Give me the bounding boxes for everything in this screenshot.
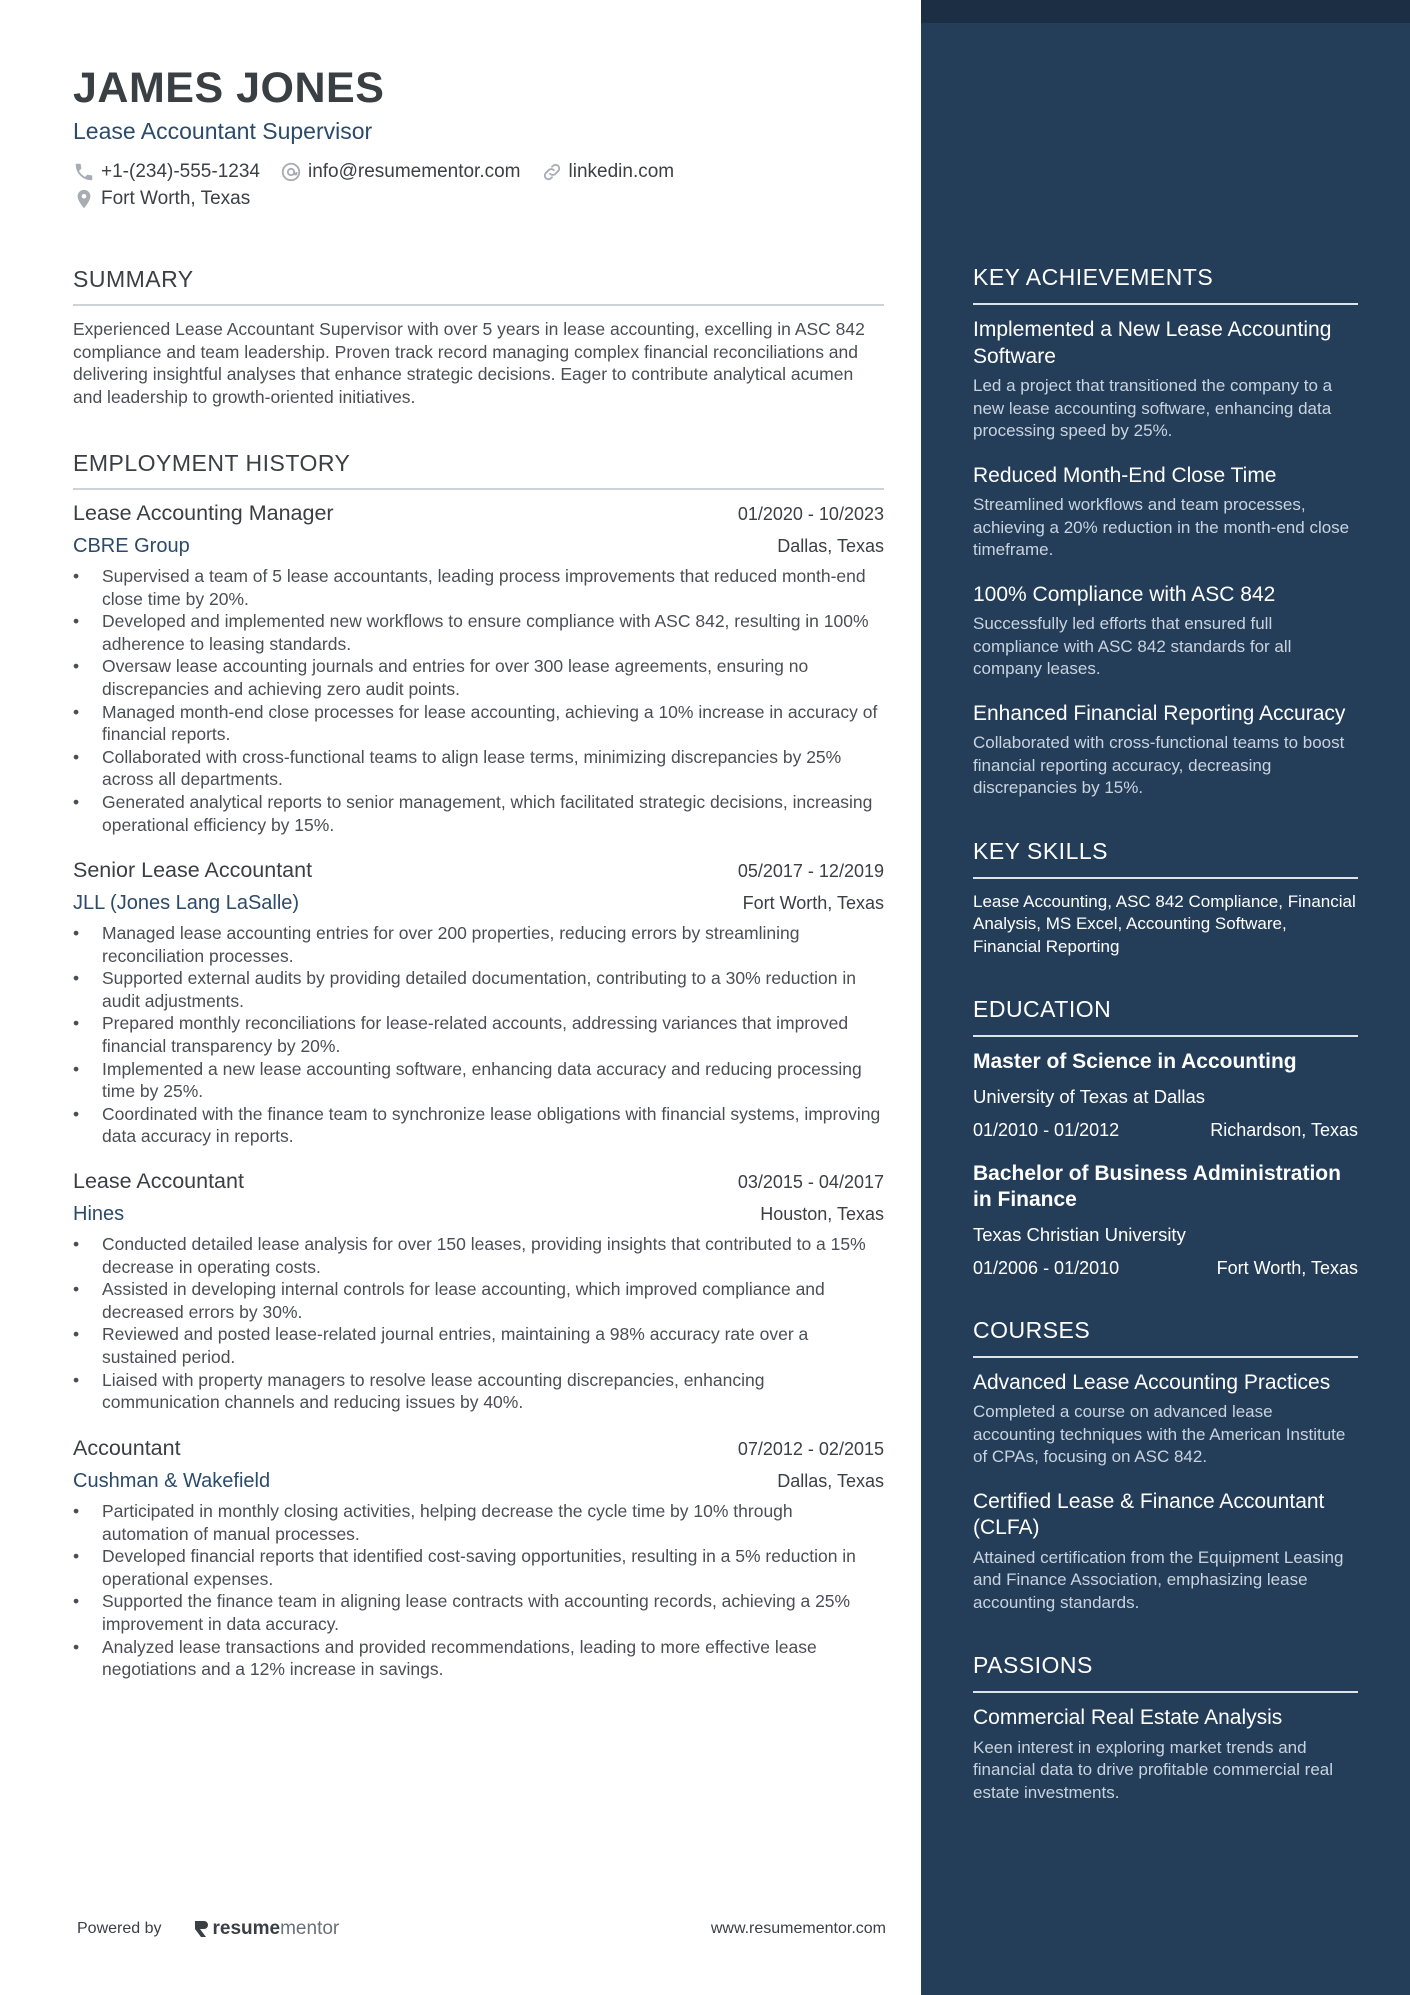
job-bullet: • Coordinated with the finance team to synchronize lease obligations with financial systems, improving data accuracy in reports. [73, 1103, 884, 1148]
job-dates: 05/2017 - 12/2019 [737, 861, 884, 881]
summary-text: Experienced Lease Accountant Supervisor with over 5 years in lease accounting, excelling in ASC 842 compliance and team leadership. Proven track record managing complex financial reconciliations and delivering insightful analyses that enhance strategic decisions. Eager to contribute analytical acumen and leadership to growth-oriented initiatives. [73, 319, 865, 407]
courses-heading: COURSES [973, 1317, 1358, 1358]
sidebar [921, 0, 1410, 1995]
job-bullets [73, 565, 884, 836]
job-title: Lease Accountant [73, 1169, 244, 1193]
main-column [73, 0, 884, 1995]
job-bullet: • Participated in monthly closing activities, helping decrease the cycle time by 10% through automation of manual processes. [73, 1500, 884, 1545]
job-bullet: • Conducted detailed lease analysis for over 150 leases, providing insights that contributed to a 15% decrease in operating costs. [73, 1233, 884, 1278]
achievement-title: 100% Compliance with ASC 842 [973, 582, 1276, 606]
job-bullet: • Managed month-end close processes for lease accounting, achieving a 10% increase in accuracy of financial reports. [73, 701, 884, 746]
achievement-desc: Led a project that transitioned the company to a new lease accounting software, enhancing data processing speed by 25%. [973, 376, 1333, 440]
job-company: CBRE Group [73, 535, 190, 557]
achievements-section [973, 264, 1358, 800]
job-location: Houston, Texas [760, 1204, 884, 1224]
job-bullet: • Developed and implemented new workflows to ensure compliance with ASC 842, resulting in 100% adherence to leasing standards. [73, 610, 884, 655]
job-title: Accountant [73, 1436, 181, 1460]
job-company: JLL (Jones Lang LaSalle) [73, 892, 300, 914]
achievement-title: Enhanced Financial Reporting Accuracy [973, 701, 1346, 725]
job-company: Cushman & Wakefield [73, 1470, 271, 1492]
email-text: info@resumementor.com [307, 161, 521, 182]
job-bullets [73, 1233, 884, 1414]
job-bullet: • Assisted in developing internal controls for lease accounting, which improved compliance and decreased errors by 30%. [73, 1278, 884, 1323]
job-company: Hines [73, 1203, 125, 1225]
job-entry [73, 501, 884, 836]
education-school: Texas Christian University [973, 1223, 1186, 1245]
brand-name-bold: resume [212, 1918, 281, 1939]
phone-text: +1-(234)-555-1234 [101, 161, 260, 182]
education-degree: Bachelor of Business Administration in Finance [973, 1161, 1341, 1211]
passions-heading: PASSIONS [973, 1652, 1358, 1693]
education-dates: 01/2006 - 01/2010 [973, 1257, 1120, 1278]
sidebar-top-bar [921, 0, 1410, 23]
job-entry [73, 1436, 884, 1681]
contact-row [73, 161, 694, 183]
job-title: Senior Lease Accountant [73, 858, 313, 882]
course-title: Certified Lease & Finance Accountant (CLFA) [973, 1489, 1325, 1539]
course-desc: Completed a course on advanced lease accounting techniques with the American Institute of CPAs, focusing on ASC 842. [973, 1402, 1346, 1466]
footer-website[interactable]: www.resumementor.com [710, 1920, 886, 1937]
passions-section [973, 1652, 1358, 1804]
job-location: Dallas, Texas [777, 1471, 884, 1491]
job-bullets [73, 1500, 884, 1681]
achievement-desc: Collaborated with cross-functional teams to boost financial reporting accuracy, decreasing discrepancies by 15%. [973, 733, 1345, 797]
achievement-desc: Streamlined workflows and team processes, achieving a 20% reduction in the month-end close timeframe. [973, 495, 1350, 559]
education-location: Richardson, Texas [1210, 1119, 1358, 1140]
powered-by-label: Powered by [77, 1920, 162, 1937]
contact-row-location [73, 188, 270, 210]
job-bullet: • Analyzed lease transactions and provided recommendations, leading to more effective lease negotiations and a 12% increase in savings. [73, 1636, 884, 1681]
skills-heading: KEY SKILLS [973, 838, 1358, 879]
courses-section [973, 1317, 1358, 1615]
location-text: Fort Worth, Texas [101, 188, 251, 209]
resumementor-logo-icon [192, 1919, 210, 1939]
linkedin-text: linkedin.com [568, 161, 675, 182]
job-dates: 01/2020 - 10/2023 [737, 504, 884, 524]
job-location: Fort Worth, Texas [742, 893, 884, 913]
job-bullet: • Developed financial reports that identified cost-saving opportunities, resulting in a 5% reduction in operational expenses. [73, 1545, 884, 1590]
link-icon [541, 161, 563, 183]
job-bullet: • Collaborated with cross-functional teams to align lease terms, minimizing discrepancies by 25% across all departments. [73, 746, 884, 791]
summary-heading: SUMMARY [73, 266, 884, 306]
brand-name-light: mentor [280, 1918, 340, 1939]
skills-list: Lease Accounting, ASC 842 Compliance, Financial Analysis, MS Excel, Accounting Software, Financial Reporting [973, 891, 1356, 956]
job-bullet: • Reviewed and posted lease-related journal entries, maintaining a 98% accuracy rate over a sustained period. [73, 1323, 884, 1368]
location-pin-icon [73, 188, 95, 210]
contact-phone [73, 161, 260, 183]
at-icon [280, 161, 302, 183]
course-title: Advanced Lease Accounting Practices [973, 1370, 1331, 1394]
education-dates: 01/2010 - 01/2012 [973, 1119, 1120, 1140]
footer-powered-by [77, 1918, 339, 1940]
job-bullet: • Supported external audits by providing detailed documentation, contributing to a 30% reduction in audit adjustments. [73, 967, 884, 1012]
course-desc: Attained certification from the Equipment Leasing and Finance Association, emphasizing lease accounting standards. [973, 1547, 1344, 1612]
contact-location [73, 188, 250, 210]
employment-heading: EMPLOYMENT HISTORY [73, 450, 884, 490]
job-bullet: • Generated analytical reports to senior management, which facilitated strategic decisions, increasing operational efficiency by 15%. [73, 791, 884, 836]
sidebar-content [973, 264, 1358, 1842]
candidate-name: JAMES JONES [73, 64, 385, 112]
job-bullet: • Managed lease accounting entries for over 200 properties, reducing errors by streamlining reconciliation processes. [73, 922, 884, 967]
candidate-role: Lease Accountant Supervisor [73, 118, 373, 144]
education-section [973, 996, 1358, 1279]
job-bullet: • Prepared monthly reconciliations for lease-related accounts, addressing variances that improved financial transparency by 20%. [73, 1012, 884, 1057]
job-bullet: • Liaised with property managers to resolve lease accounting discrepancies, enhancing communication channels and reducing issues by 40%. [73, 1369, 884, 1414]
achievement-title: Reduced Month-End Close Time [973, 463, 1277, 487]
job-bullets [73, 922, 884, 1148]
education-degree: Master of Science in Accounting [973, 1050, 1297, 1073]
job-bullet: • Supported the finance team in aligning lease contracts with accounting records, achieving a 25% improvement in data accuracy. [73, 1590, 884, 1635]
brand-logo[interactable] [192, 1918, 340, 1940]
job-bullet: • Oversaw lease accounting journals and entries for over 300 lease agreements, ensuring no discrepancies and achieving zero audit points. [73, 655, 884, 700]
job-location: Dallas, Texas [777, 536, 884, 556]
achievements-heading: KEY ACHIEVEMENTS [973, 264, 1358, 305]
achievement-desc: Successfully led efforts that ensured full compliance with ASC 842 standards for all company leases. [973, 614, 1292, 678]
job-title: Lease Accounting Manager [73, 501, 334, 525]
education-school: University of Texas at Dallas [973, 1085, 1206, 1107]
achievement-title: Implemented a New Lease Accounting Software [973, 318, 1332, 368]
job-dates: 07/2012 - 02/2015 [737, 1439, 884, 1459]
contact-linkedin[interactable] [541, 161, 675, 183]
job-dates: 03/2015 - 04/2017 [737, 1172, 884, 1192]
passion-desc: Keen interest in exploring market trends and financial data to drive profitable commercial real estate investments. [973, 1737, 1334, 1802]
job-bullet: • Supervised a team of 5 lease accountants, leading process improvements that reduced month-end close time by 20%. [73, 565, 884, 610]
contact-email[interactable] [280, 161, 521, 183]
job-entry [73, 1169, 884, 1414]
skills-section [973, 838, 1358, 959]
education-heading: EDUCATION [973, 996, 1358, 1037]
education-location: Fort Worth, Texas [1216, 1257, 1358, 1278]
job-entry [73, 858, 884, 1148]
job-bullet: • Implemented a new lease accounting software, enhancing data accuracy and reducing processing time by 25%. [73, 1058, 884, 1103]
passion-title: Commercial Real Estate Analysis [973, 1706, 1283, 1729]
phone-icon [73, 161, 95, 183]
